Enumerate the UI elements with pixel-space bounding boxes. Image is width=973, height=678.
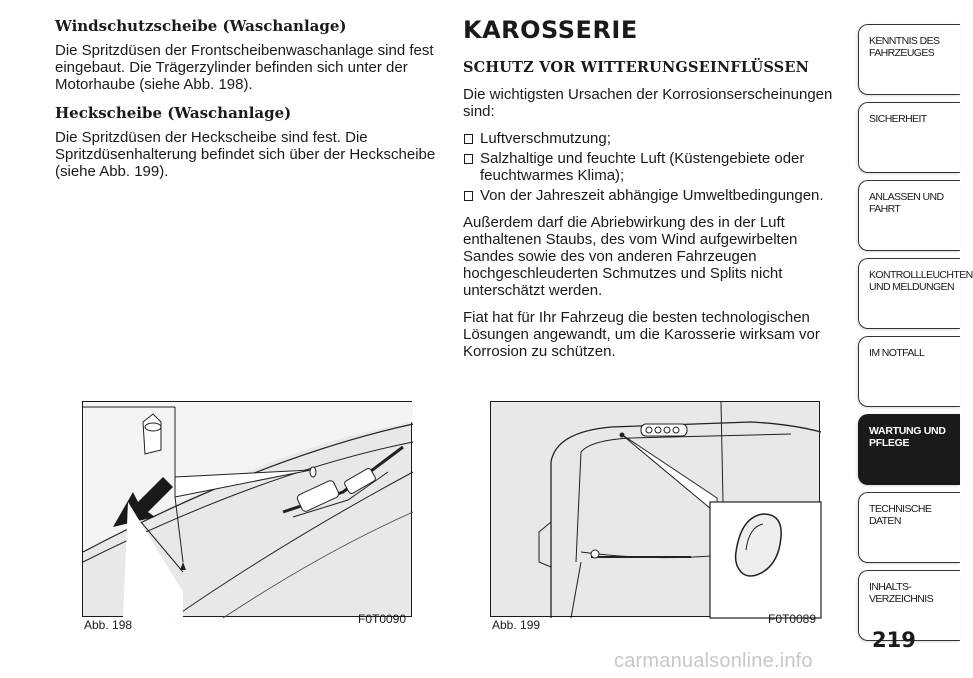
figure-198-illustration <box>82 401 412 617</box>
paragraph-heckscheibe: Die Spritzdüsen der Heckscheibe sind fest. Die Spritzdüsenhalterung befindet sich über der Heckscheibe (siehe Abb. 199). <box>55 129 436 180</box>
watermark: carmanualsonline.info <box>614 650 813 672</box>
heading-windschutzscheibe: Windschutzscheibe (Waschanlage) <box>55 17 347 35</box>
tab-label: TECHNISCHE DATEN <box>869 503 932 527</box>
paragraph-abrieb: Außerdem darf die Abriebwirkung des in der Luft enthaltenen Staubs, des vom Wind aufgewirbelten Sandes sowie des von anderen Fahrzeugen hochgeschleuderten Schmutzes und Splits nicht unterschätzt werden. <box>463 214 798 299</box>
tab-label: PFLEGE <box>869 437 910 449</box>
tab-label: UND MELDUNGEN <box>869 281 954 293</box>
tab-label: KONTROLLLEUCHTEN <box>869 269 973 281</box>
intro-paragraph: Die wichtigsten Ursachen der Korrosionserscheinungen sind: <box>463 86 833 120</box>
tab-label: KENNTNIS DES <box>869 35 940 47</box>
tab-label: ANLASSEN UND <box>869 191 944 203</box>
tab-label: VERZEICHNIS <box>869 593 933 605</box>
left-column <box>55 16 445 190</box>
list-item: Von der Jahreszeit abhängige Umweltbedingungen. <box>463 187 845 204</box>
tab-label: FAHRT <box>869 203 901 215</box>
tab-anlassen-und-fahrt[interactable] <box>858 180 960 251</box>
paragraph-fiat: Fiat hat für Ihr Fahrzeug die besten technologischen Lösungen angewandt, um die Karosserie wirksam vor Korrosion zu schützen. <box>463 309 820 360</box>
tab-sicherheit[interactable] <box>858 102 960 173</box>
section-heading: SCHUTZ VOR WITTERUNGSEINFLÜSSEN <box>463 59 810 76</box>
page-number: 219 <box>872 628 916 652</box>
chapter-title: KAROSSERIE <box>463 16 638 44</box>
list-item: Luftverschmutzung; <box>463 130 845 147</box>
tab-wartung-und-pflege[interactable] <box>858 414 960 485</box>
tab-kenntnis-des-fahrzeuges[interactable] <box>858 24 960 95</box>
tab-label: INHALTS- <box>869 581 912 593</box>
heading-heckscheibe: Heckscheibe (Waschanlage) <box>55 104 292 122</box>
figure-199-illustration <box>490 401 820 617</box>
figure-199-code: F0T0089 <box>768 612 817 626</box>
tab-kontrollleuchten[interactable] <box>858 258 973 329</box>
chapter-tabs <box>858 24 973 648</box>
figure-198-code: F0T0090 <box>358 612 407 626</box>
tab-label: IM NOTFALL <box>869 347 925 359</box>
figure-198-caption: Abb. 198 <box>84 618 133 632</box>
bullet-list <box>463 130 845 204</box>
tab-im-notfall[interactable] <box>858 336 960 407</box>
tab-technische-daten[interactable] <box>858 492 960 563</box>
figure-199-caption: Abb. 199 <box>492 618 541 632</box>
paragraph-windschutzscheibe: Die Spritzdüsen der Frontscheibenwaschanlage sind fest eingebaut. Die Trägerzylinder befinden sich unter der Motorhaube (siehe Abb. 198). <box>55 42 434 93</box>
list-item: Salzhaltige und feuchte Luft (Küstengebiete oder feuchtwarmes Klima); <box>463 150 845 184</box>
tab-label: SICHERHEIT <box>869 113 927 125</box>
tab-label: FAHRZEUGES <box>869 47 935 59</box>
tab-label: WARTUNG UND <box>869 425 946 437</box>
right-column <box>463 16 845 370</box>
